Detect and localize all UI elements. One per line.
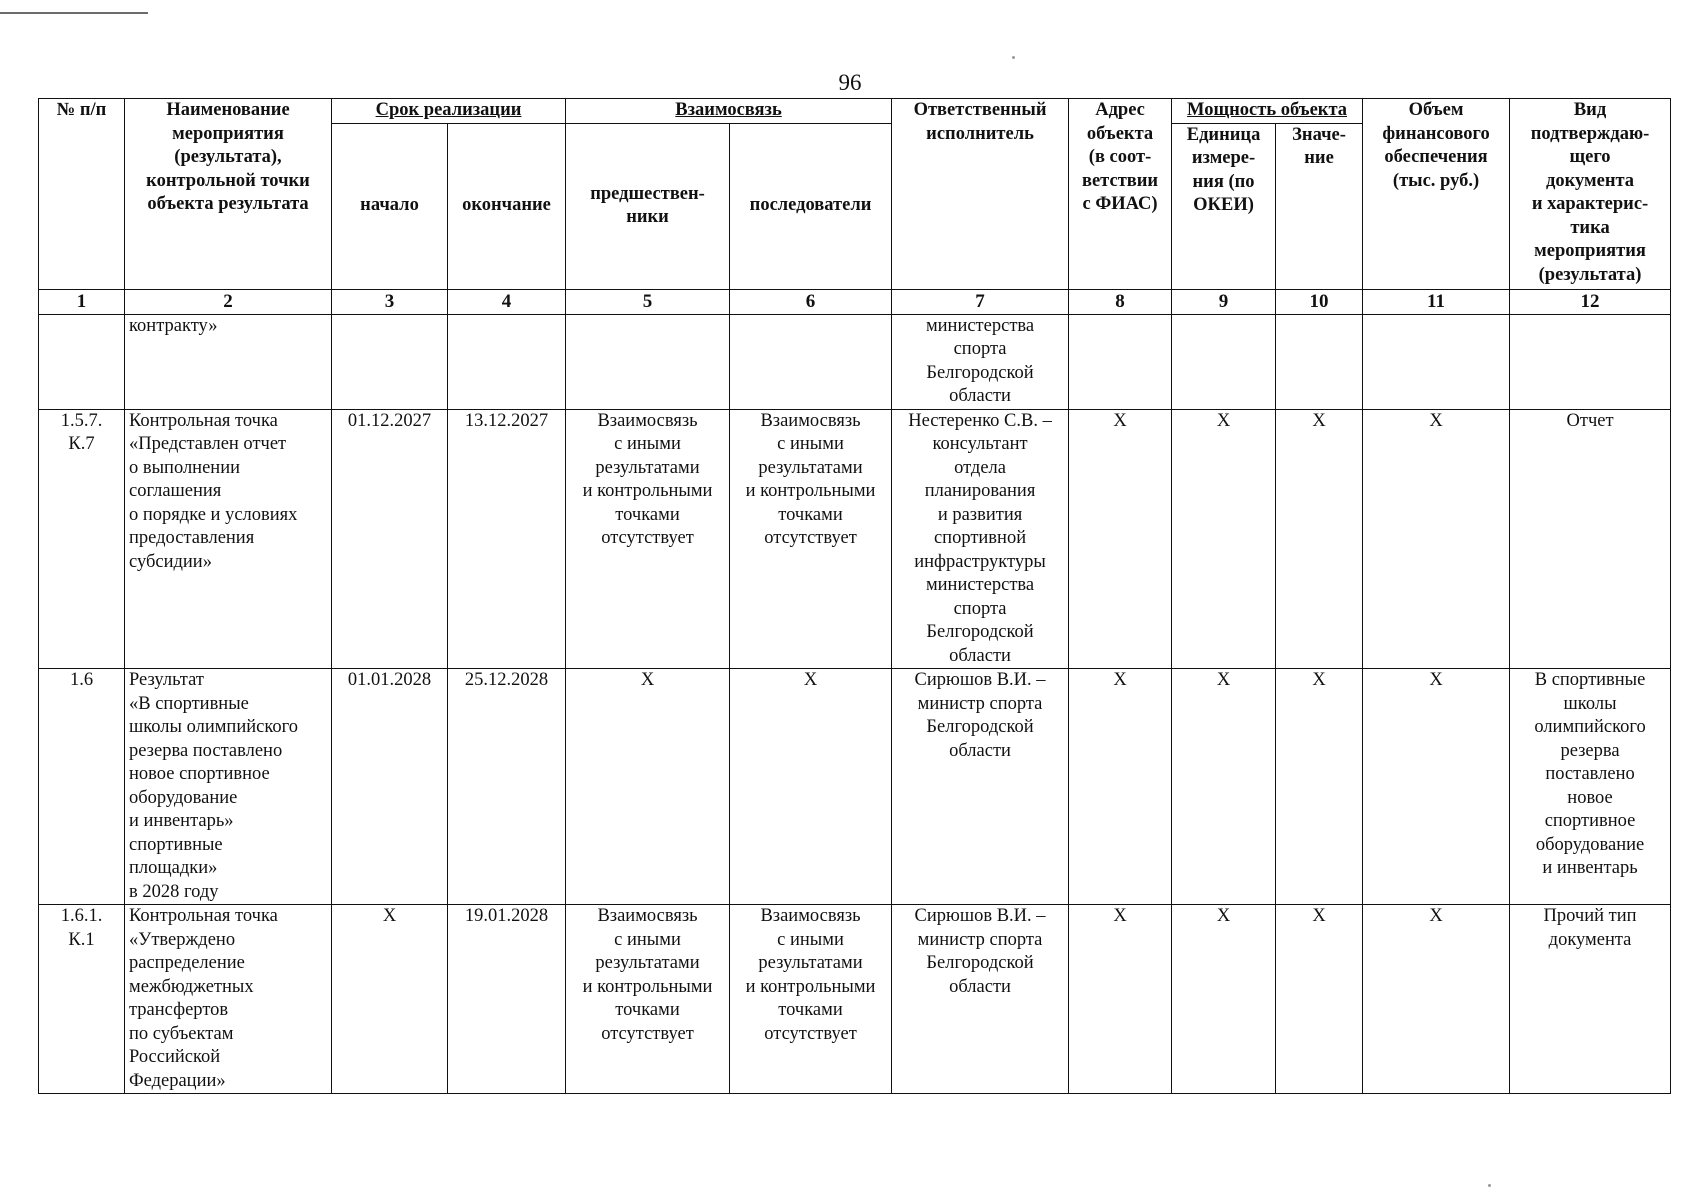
column-number: 9 [1172,289,1276,314]
cell-number [39,314,125,409]
cell-number: 1.5.7. К.7 [39,409,125,669]
cell-successors: Взаимосвязь с иными результатами и контрольными точками отсутствует [730,409,892,669]
cell-successors: Х [730,669,892,905]
cell-end: 25.12.2028 [448,669,566,905]
cell-document: В спортивные школы олимпийского резерва поставлено новое спортивное оборудование и инвентарь [1510,669,1671,905]
cell-unit [1172,314,1276,409]
cell-predecessors [566,314,730,409]
scan-speck [1012,56,1015,59]
cell-number: 1.6.1. К.1 [39,905,125,1094]
cell-predecessors: Взаимосвязь с иными результатами и контрольными точками отсутствует [566,905,730,1094]
cell-start: 01.12.2027 [332,409,448,669]
column-number: 6 [730,289,892,314]
cell-document: Прочий тип документа [1510,905,1671,1094]
column-number: 8 [1069,289,1172,314]
column-number: 11 [1363,289,1510,314]
table-row [39,409,1671,669]
cell-end: 19.01.2028 [448,905,566,1094]
header-value: Значе- ние [1276,123,1363,289]
column-number: 3 [332,289,448,314]
cell-name: Контрольная точка «Представлен отчет о выполнении соглашения о порядке и условиях предоставления субсидии» [125,409,332,669]
cell-value [1276,314,1363,409]
cell-document: Отчет [1510,409,1671,669]
header-end: окончание [448,123,566,289]
header-name: Наименование мероприятия (результата), контрольной точки объекта результата [125,99,332,290]
cell-address [1069,314,1172,409]
page-number: 96 [838,70,862,95]
header-document: Вид подтверждаю- щего документа и характерис- тика мероприятия (результата) [1510,99,1671,290]
cell-value: Х [1276,669,1363,905]
table-row [39,905,1671,1094]
cell-end: 13.12.2027 [448,409,566,669]
cell-address: Х [1069,669,1172,905]
column-number: 10 [1276,289,1363,314]
header-capacity: Мощность объекта [1172,99,1363,124]
cell-document [1510,314,1671,409]
header-start: начало [332,123,448,289]
cell-predecessors: Х [566,669,730,905]
cell-unit: Х [1172,905,1276,1094]
header-period: Срок реализации [332,99,566,124]
cell-responsible: Нестеренко С.В. – консультант отдела планирования и развития спортивной инфраструктуры министерства спорта Белгородской области [892,409,1069,669]
cell-finance: Х [1363,409,1510,669]
table-row [39,314,1671,409]
cell-name: Контрольная точка «Утверждено распределение межбюджетных трансфертов по субъектам Российской Федерации» [125,905,332,1094]
header-predecessors: предшествен- ники [566,123,730,289]
cell-finance [1363,314,1510,409]
plan-table [38,98,1671,1094]
table-header-row [39,99,1671,124]
header-address: Адрес объекта (в соот- ветствии с ФИАС) [1069,99,1172,290]
cell-number: 1.6 [39,669,125,905]
column-number: 2 [125,289,332,314]
scan-edge-line [0,12,148,14]
cell-finance: Х [1363,669,1510,905]
cell-responsible: Сирюшов В.И. – министр спорта Белгородской области [892,669,1069,905]
cell-value: Х [1276,905,1363,1094]
cell-successors [730,314,892,409]
column-number-row [39,289,1671,314]
cell-finance: Х [1363,905,1510,1094]
header-link: Взаимосвязь [566,99,892,124]
header-finance: Объем финансового обеспечения (тыс. руб.) [1363,99,1510,290]
column-number: 5 [566,289,730,314]
cell-unit: Х [1172,669,1276,905]
cell-responsible: министерства спорта Белгородской области [892,314,1069,409]
cell-start: 01.01.2028 [332,669,448,905]
cell-unit: Х [1172,409,1276,669]
cell-address: Х [1069,905,1172,1094]
cell-name: контракту» [125,314,332,409]
cell-responsible: Сирюшов В.И. – министр спорта Белгородской области [892,905,1069,1094]
column-number: 1 [39,289,125,314]
cell-address: Х [1069,409,1172,669]
cell-name: Результат «В спортивные школы олимпийского резерва поставлено новое спортивное оборудование и инвентарь» спортивные площадки» в 2028 году [125,669,332,905]
column-number: 7 [892,289,1069,314]
cell-predecessors: Взаимосвязь с иными результатами и контрольными точками отсутствует [566,409,730,669]
cell-value: Х [1276,409,1363,669]
cell-successors: Взаимосвязь с иными результатами и контрольными точками отсутствует [730,905,892,1094]
header-unit: Единица измере- ния (по ОКЕИ) [1172,123,1276,289]
column-number: 12 [1510,289,1671,314]
header-responsible: Ответственный исполнитель [892,99,1069,290]
cell-start: Х [332,905,448,1094]
header-number: № п/п [39,99,125,290]
column-number: 4 [448,289,566,314]
table-row [39,669,1671,905]
header-successors: последователи [730,123,892,289]
cell-end [448,314,566,409]
scan-speck [1488,1184,1491,1187]
cell-start [332,314,448,409]
